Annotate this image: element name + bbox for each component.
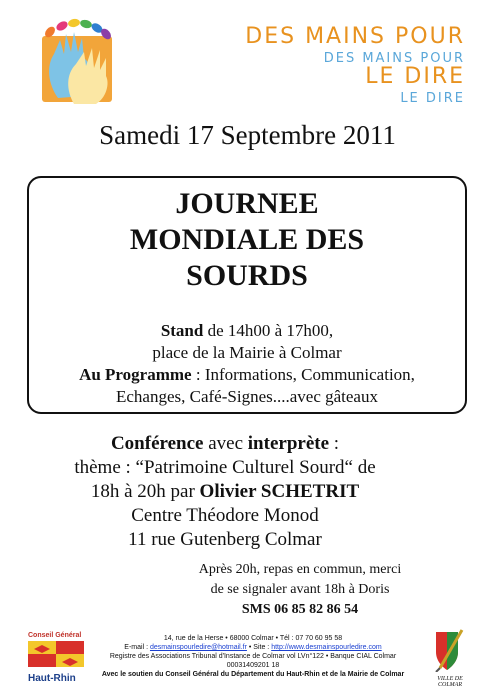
conference-with: avec bbox=[203, 433, 248, 454]
event-date: Samedi 17 Septembre 2011 bbox=[99, 120, 396, 150]
conference-line bbox=[0, 432, 450, 456]
conference-venue: Centre Théodore Monod bbox=[131, 505, 319, 526]
stand-label: Stand bbox=[160, 321, 204, 340]
event-title-line-3: SOURDS bbox=[186, 259, 308, 292]
colmar-label: VILLE DE bbox=[437, 676, 463, 682]
stand-time: de 14h00 à 17h00, bbox=[203, 321, 334, 340]
footer-number: 00031409201 18 bbox=[226, 662, 280, 669]
footer-site-link[interactable]: http://www.desmainspourledire.com bbox=[271, 644, 382, 651]
footer-support: Avec le soutien du Conseil Général du Département du Haut-Rhin et de la Mairie de Colmar bbox=[101, 671, 405, 678]
event-title-line-2: MONDIALE DES bbox=[129, 223, 365, 256]
conference-label: Conférence bbox=[110, 433, 204, 454]
footer-address: 14, rue de la Herse • 68000 Colmar • Tél : 07 70 60 95 58 bbox=[163, 635, 343, 642]
cg-emblem-icon bbox=[28, 639, 84, 669]
cg-label: Conseil Général bbox=[28, 632, 82, 639]
after-line-1: Après 20h, repas en commun, merci bbox=[198, 562, 402, 577]
footer-registry: Registre des Associations Tribunal d'Instance de Colmar vol LVn°122 • Banque CIAL Colmar bbox=[109, 653, 397, 660]
org-name-line-3: LE DIRE bbox=[365, 64, 465, 89]
program-label: Au Programme bbox=[79, 365, 192, 384]
stand-line bbox=[27, 320, 467, 342]
cg-name: Haut-Rhin bbox=[28, 673, 76, 684]
program-line-2: Echanges, Café-Signes....avec gâteaux bbox=[116, 387, 378, 406]
after-line-2: de se signaler avant 18h à Doris bbox=[210, 582, 390, 597]
after-sms: SMS 06 85 82 86 54 bbox=[241, 602, 359, 617]
org-name-line-2: DES MAINS POUR bbox=[323, 51, 465, 66]
org-name-line-4: LE DIRE bbox=[400, 91, 465, 106]
stand-place: place de la Mairie à Colmar bbox=[152, 343, 342, 362]
interpreter-label: interprète bbox=[247, 433, 330, 454]
conference-address: 11 rue Gutenberg Colmar bbox=[128, 529, 322, 550]
conference-colon: : bbox=[329, 433, 340, 454]
hands-logo bbox=[36, 18, 136, 106]
conseil-general-logo bbox=[28, 632, 88, 690]
colmar-crest-icon bbox=[428, 628, 472, 672]
program-text: : Informations, Communication, bbox=[191, 365, 415, 384]
conference-time-line bbox=[0, 480, 450, 504]
footer-email-link[interactable]: desmainspourledire@hotmail.fr bbox=[149, 644, 247, 651]
footer-email-label: E-mail : bbox=[124, 644, 150, 651]
event-title-line-1: JOURNEE bbox=[175, 187, 319, 220]
conference-time: 18h à 20h par bbox=[90, 481, 200, 502]
colmar-name: COLMAR bbox=[438, 682, 462, 688]
colmar-logo bbox=[428, 628, 472, 692]
conference-speaker: Olivier SCHETRIT bbox=[199, 481, 360, 502]
conference-theme: thème : “Patrimoine Culturel Sourd“ de bbox=[74, 457, 376, 478]
footer-site-label: • Site : bbox=[246, 644, 272, 651]
org-name-line-1: DES MAINS POUR bbox=[245, 24, 465, 49]
program-line bbox=[27, 364, 467, 386]
